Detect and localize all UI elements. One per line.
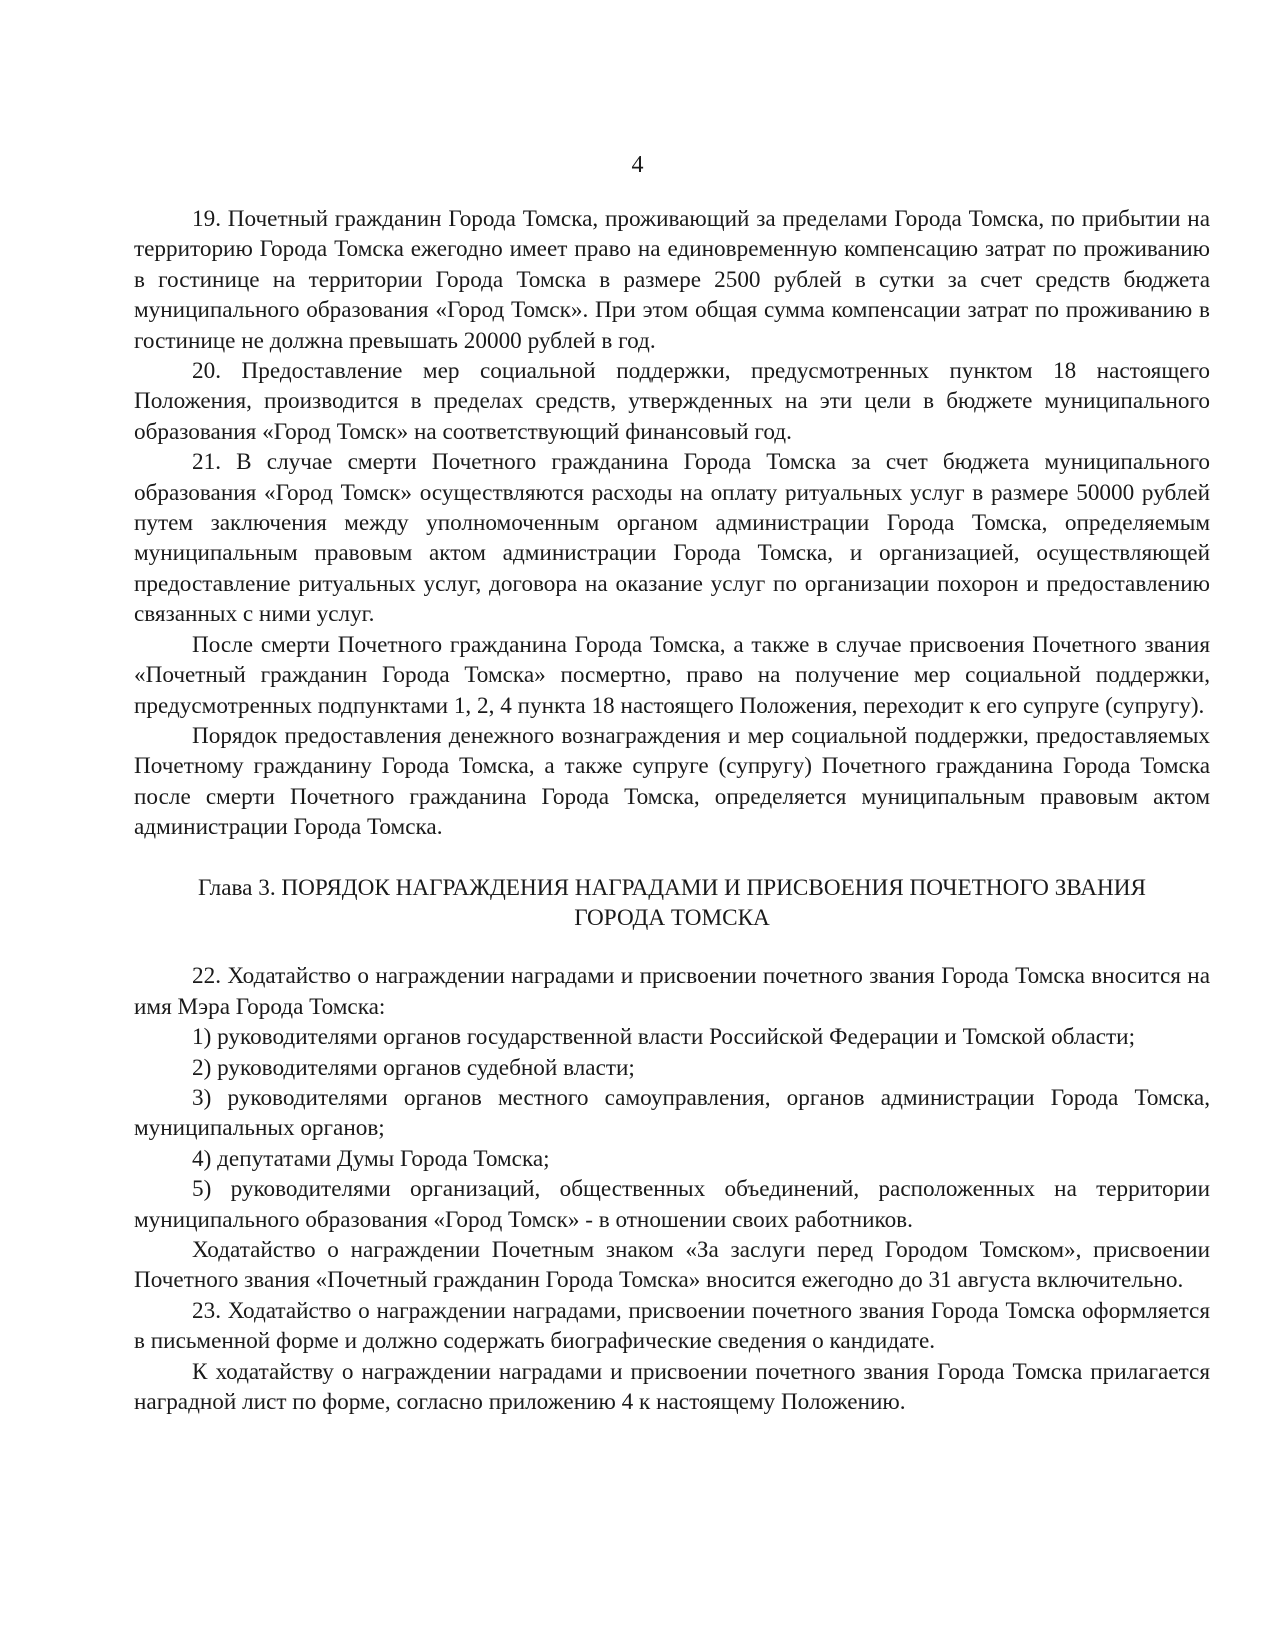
list-item-5: 5) руководителями организаций, общественных объединений, расположенных на территории муниципального образования «Город Томск» - в отношении своих работников. — [134, 1176, 1210, 1233]
paragraph-after-death-rights: После смерти Почетного гражданина Города Томска, а также в случае присвоения Почетного звания «Почетный гражданин Города Томска» посмертно, право на получение мер социальной поддержки, предусмотренных подпунктами 1, 2, 4 пункта 18 настоящего Положения, переходит к его супруге (супругу). — [134, 631, 1210, 719]
page-number: 4 — [631, 152, 644, 178]
list-item-1: 1) руководителями органов государственной власти Российской Федерации и Томской области; — [192, 1024, 1136, 1051]
list-item-3: 3) руководителями органов местного самоуправления, органов администрации Города Томска, муниципальных органов; — [134, 1084, 1210, 1142]
paragraph-22: 22. Ходатайство о награждении наградами и присвоении почетного звания Города Томска вносится на имя Мэра Города Томска: — [134, 963, 1210, 1020]
list-item-4: 4) депутатами Думы Города Томска; — [192, 1145, 550, 1172]
paragraph-payment-procedure: Порядок предоставления денежного вознаграждения и мер социальной поддержки, предоставляемых Почетному гражданину Города Томска, а также супруге (супругу) Почетного гражданина Города Томска после смерти Почетного гражданина Города Томска, определяется муниципальным правовым актом администрации Города Томска. — [134, 722, 1210, 841]
paragraph-23: 23. Ходатайство о награждении наградами, присвоении почетного звания Города Томска оформляется в письменной форме и должно содержать биографические сведения о кандидате. — [134, 1297, 1210, 1355]
paragraph-21: 21. В случае смерти Почетного гражданина Города Томска за счет бюджета муниципального образования «Город Томск» осуществляются расходы на оплату ритуальных услуг в размере 50000 рублей путем заключения между уполномоченным органом администрации Города Томска, определяемым муниципальным правовым актом администрации Города Томска, и организацией, осуществляющей предоставление ритуальных услуг, договора на оказание услуг по организации похорон и предоставлению связанных с ними услуг. — [134, 449, 1210, 628]
paragraph-19: 19. Почетный гражданин Города Томска, проживающий за пределами Города Томска, по прибытии на территорию Города Томска ежегодно имеет право на единовременную компенсацию затрат по проживанию в гостинице на территории Города Томска в размере 2500 рублей в сутки за счет средств бюджета муниципального образования «Город Томск». При этом общая сумма компенсации затрат по проживанию в гостинице не должна превышать 20000 рублей в год. — [134, 206, 1210, 354]
list-item-2: 2) руководителями органов судебной власти; — [192, 1054, 635, 1081]
document-body — [134, 204, 1210, 1417]
paragraph-20: 20. Предоставление мер социальной поддержки, предусмотренных пунктом 18 настоящего Положения, производится в пределах средств, утвержденных на эти цели в бюджете муниципального образования «Город Томск» на соответствующий финансовый год. — [134, 358, 1210, 445]
paragraph-deadline: Ходатайство о награждении Почетным знаком «За заслуги перед Городом Томском», присвоении Почетного звания «Почетный гражданин Города Томска» вносится ежегодно до 31 августа включительно. — [134, 1237, 1210, 1294]
chapter-heading: Глава 3. ПОРЯДОК НАГРАЖДЕНИЯ НАГРАДАМИ И ПРИСВОЕНИЯ ПОЧЕТНОГО ЗВАНИЯ ГОРОДА ТОМСКА — [197, 874, 1147, 931]
paragraph-award-sheet: К ходатайству о награждении наградами и присвоении почетного звания Города Томска прилагается наградной лист по форме, согласно приложению 4 к настоящему Положению. — [134, 1358, 1210, 1416]
